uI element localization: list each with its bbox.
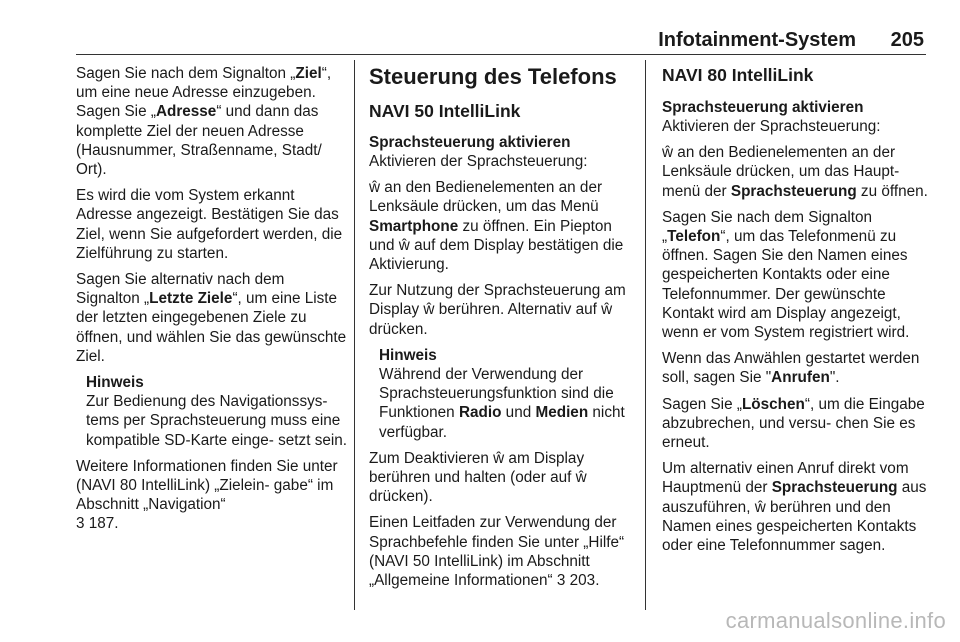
voice-control-icon: ŵ: [601, 301, 613, 319]
paragraph: Sagen Sie nach dem Signalton „Ziel“, um eine neue Adresse einzugeben. Sagen Sie „Adresse“ und dann das komplette Ziel der neuen Adresse (Hausnummer, Straßenname, Stadt/ Ort).: [76, 65, 332, 179]
reference-arrow-icon: 3: [76, 515, 85, 533]
hint-box: [379, 346, 637, 442]
paragraph: Zur Nutzung der Sprachsteuerung am Display ŵ berühren. Alternativ auf ŵ drücken.: [369, 282, 626, 338]
column-1: [76, 64, 348, 541]
paragraph: Einen Leitfaden zur Verwendung der Sprachbefehle finden Sie unter „Hilfe“ (NAVI 50 IntelliLink) im Abschnitt „Allgemeine Informationen“ 3 203.: [369, 514, 625, 590]
paragraph: Aktivieren der Sprachsteuerung:: [369, 153, 588, 170]
header-rule: [76, 54, 926, 55]
hint-text: Während der Verwendung der Sprachsteuerungsfunktion sind die Funktionen Radio und Medien nicht verfügbar.: [379, 366, 625, 441]
paragraph: Sagen Sie nach dem Signalton „Telefon“, um das Telefonmenü zu öffnen. Sagen Sie den Namen eines gespeicherten Kontakts oder eine Telefonnummer. Der gewünschte Kontakt wird am Display angezeigt, wenn er vom System registriert wird.: [662, 208, 910, 342]
hint-title: Hinweis: [86, 374, 144, 392]
voice-control-icon: ŵ: [662, 144, 674, 162]
voice-control-icon: ŵ: [369, 179, 381, 197]
paragraph: Um alternativ einen Anruf direkt vom Hauptmenü der Sprachsteuerung aus auszuführen, ŵ berühren und den Namen eines gespeicherten Kontakts oder eine Telefonnummer sagen.: [662, 460, 927, 555]
sub-subsection-heading: Sprachsteuerung aktivieren: [369, 134, 571, 151]
column-2: [369, 64, 637, 597]
sub-subsection-heading: Sprachsteuerung aktivieren: [662, 99, 864, 116]
paragraph: Wenn das Anwählen gestartet werden soll, sagen Sie "Anrufen".: [662, 350, 920, 387]
column-divider-left: [354, 60, 355, 610]
hint-box: [86, 373, 348, 450]
column-divider-right: [645, 60, 646, 610]
paragraph: Sagen Sie alternativ nach dem Signalton „Letzte Ziele“, um eine Liste der letzten eingegebenen Ziele zu öffnen, und wählen Sie das gewünschte Ziel.: [76, 271, 347, 365]
voice-control-icon: ŵ: [754, 498, 766, 516]
voice-control-icon: ŵ: [423, 301, 435, 319]
section-heading: Steuerung des Telefons: [369, 64, 617, 89]
paragraph: Zum Deaktivieren ŵ am Display berühren und halten (oder auf ŵ drücken).: [369, 449, 587, 506]
paragraph: Es wird die vom System erkannt Adresse angezeigt. Bestätigen Sie das Ziel, wenn Sie aufgefordert werden, die Zielführung zu starten.: [76, 187, 343, 262]
column-3: [662, 64, 928, 562]
subsection-heading: NAVI 80 IntelliLink: [662, 65, 814, 85]
subsection-heading: NAVI 50 IntelliLink: [369, 101, 521, 121]
page-number: 205: [890, 29, 924, 51]
paragraph: Sagen Sie „Löschen“, um die Eingabe abzubrechen, und versu- chen Sie es erneut.: [662, 395, 925, 452]
page-title: Infotainment-System: [658, 29, 856, 51]
paragraph: ŵ an den Bedienelementen an der Lenksäule drücken, um das Haupt- menü der Sprachsteuerung zu öffnen.: [662, 144, 928, 200]
paragraph: ŵ an den Bedienelementen an der Lenksäule drücken, um das Menü Smartphone zu öffnen. Ein Piepton und ŵ auf dem Display bestätigen die Aktivierung.: [369, 179, 624, 274]
paragraph: Aktivieren der Sprachsteuerung:: [662, 118, 881, 135]
voice-control-icon: ŵ: [575, 469, 587, 487]
voice-control-icon: ŵ: [493, 449, 505, 467]
reference-arrow-icon: 3: [556, 572, 566, 590]
hint-text: Zur Bedienung des Navigationssys- tems per Sprachsteuerung muss eine kompatible SD-Karte einge- setzt sein.: [86, 393, 348, 449]
voice-control-icon: ŵ: [398, 236, 410, 254]
hint-title: Hinweis: [379, 346, 437, 364]
paragraph: Weitere Informationen finden Sie unter (NAVI 80 IntelliLink) „Zielein- gabe“ im Abschnitt „Navigation“ 3 187.: [76, 457, 338, 533]
page-header: [76, 27, 926, 53]
watermark: carmanualsonline.info: [725, 608, 946, 633]
